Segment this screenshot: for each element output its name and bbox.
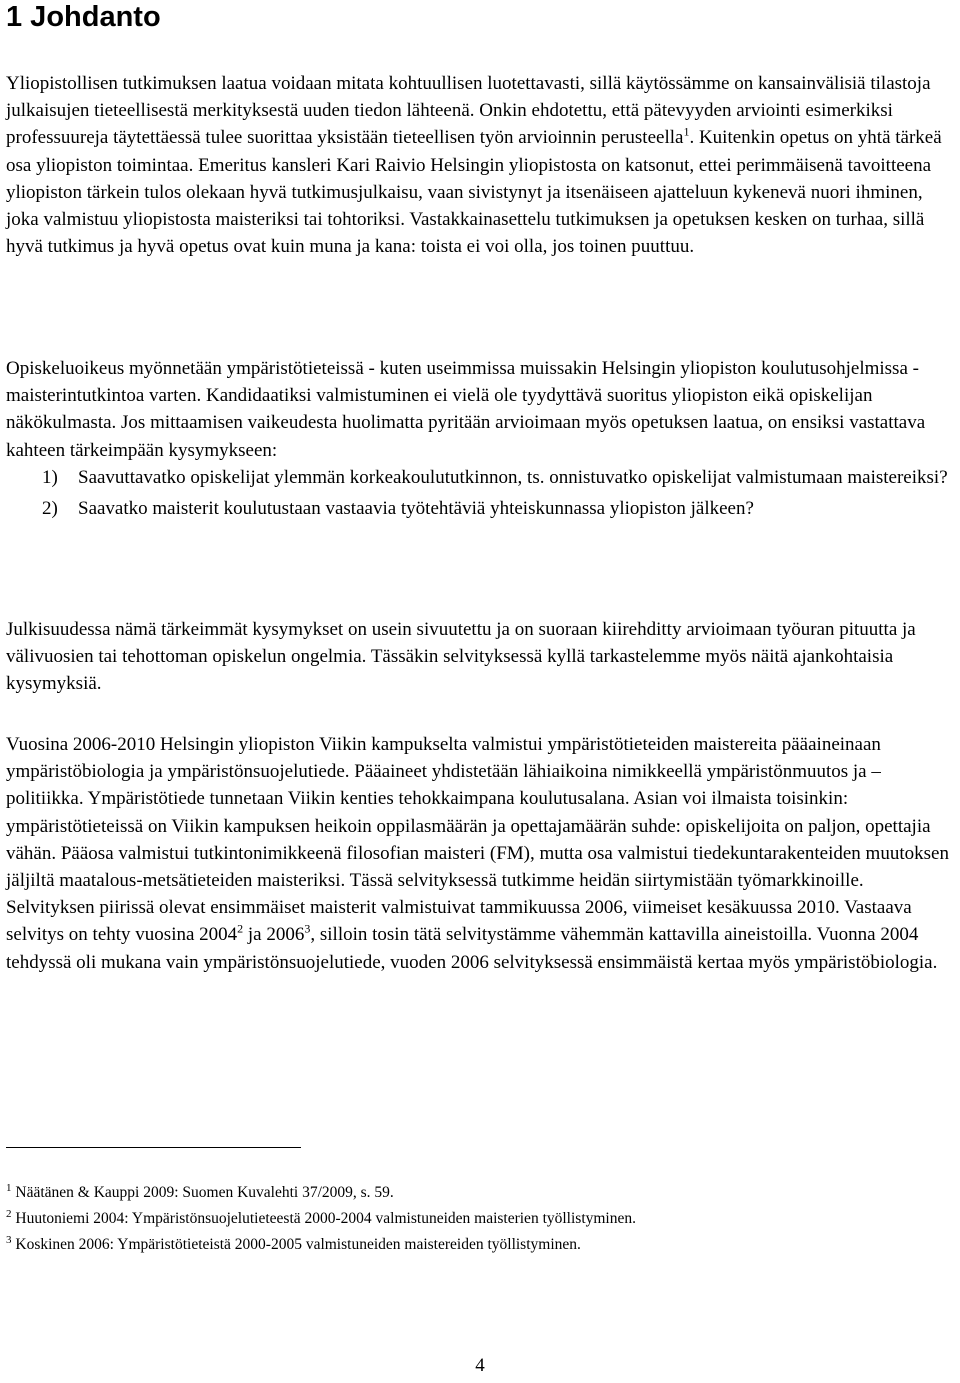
footnote (6, 1180, 956, 1206)
footnote (6, 1232, 956, 1258)
list-item (6, 464, 956, 491)
list-item (6, 495, 956, 522)
paragraph-graduates-text-a: Vuosina 2006-2010 Helsingin yliopiston Viikin kampukselta valmistui ympäristötieteiden maistereita pääaineinaan ympäristöbiologia ja ympäristönsuojelutiede. Pääaineet yhdistetään lähiaikoina nimikkeellä ympäristönmuutos ja –politiikka. Ympäristötiede tunnetaan Viikin kenties tehokkaimpana koulutusalana. Asian voi ilmaista toisinkin: ympäristötieteissä on Viikin kampuksen heikoin oppilasmäärän ja opettajamäärän suhde: opiskelijoita on paljon, opettajia vähän. Pääosa valmistui tutkintonimikkeenä filosofian maisteri (FM), mutta osa valmistui tiedekuntarakenteiden muutoksen jäljiltä maatalous-metsätieteiden maisteriksi. Tässä selvityksessä tutkimme heidän siirtymistään työmarkkinoille. Selvityksen piirissä olevat ensimmäiset maisterit valmistuivat tammikuussa 2006, viimeiset kesäkuussa 2010. Vastaava selvitys on tehty vuosina 2004 (6, 734, 949, 946)
footnote-ref-3[interactable]: 3 (304, 922, 311, 937)
list-item-text: Saavatko maisterit koulutustaan vastaavia työtehtäviä yhteiskunnassa yliopiston jälkeen? (78, 498, 754, 520)
footnote (6, 1206, 956, 1232)
list-item-number: 1) (42, 466, 58, 488)
paragraph-intro (6, 70, 956, 260)
page-number: 4 (475, 1355, 485, 1376)
footnote-ref-1[interactable]: 1 (683, 125, 690, 140)
list-item-text: Saavuttavatko opiskelijat ylemmän korkeakoulututkinnon, ts. onnistuvatko opiskelijat valmistumaan maistereiksi? (78, 466, 948, 488)
paragraph-intro-text-b: . Kuitenkin opetus on yhtä tärkeä osa yliopiston toimintaa. Emeritus kansleri Kari Raivio Helsingin yliopistosta on katsonut, ettei perimmäisenä tavoitteena yliopiston tärkein tulos olekaan hyvä tutkimusjulkaisu, vaan sivistynyt ja itsenäiseen ajatteluun kykenevä nuori ihminen, joka valmistuu yliopistosta maisteriksi tai tohtoriksi. Vastakkainasettelu tutkimuksen ja opetuksen kesken on turhaa, sillä hyvä tutkimus ja hyvä opetus ovat kuin muna ja kana: toista ei voi olla, jos toinen puuttuu. (6, 127, 942, 258)
chapter-heading: 1 Johdanto (6, 1, 161, 33)
footnotes (6, 1180, 956, 1258)
paragraph-graduates (6, 731, 956, 976)
footnote-text: Koskinen 2006: Ympäristötieteistä 2000-2005 valmistuneiden maistereiden työllistyminen. (11, 1236, 581, 1253)
list-item-number: 2) (42, 498, 58, 520)
paragraph-graduates-text-b: ja 2006 (243, 924, 305, 946)
paragraph-questions (6, 355, 956, 522)
paragraph-intro-text-a: Yliopistollisen tutkimuksen laatua voidaan mitata kohtuullisen luotettavasti, sillä käytössämme on kansainvälisiä tilastoja julkaisujen tieteellisestä merkityksestä uuden tiedon lähteenä. Onkin ehdotettu, että pätevyyden arviointi esimerkiksi professuureja täytettäessä tulee suorittaa yksistään tieteellisen työn arvioinnin perusteella (6, 73, 931, 149)
paragraph-graduates-text-c: , silloin tosin tätä selvitystämme vähemmän kattavilla aineistoilla. Vuonna 2004 tehdyssä oli mukana vain ympäristönsuojelutiede, vuoden 2006 selvityksessä ensimmäistä kertaa myös ympäristöbiologia. (6, 924, 938, 973)
footnote-text: Huutoniemi 2004: Ympäristönsuojelutieteestä 2000-2004 valmistuneiden maisterien työllistyminen. (11, 1210, 636, 1227)
footnote-text: Näätänen & Kauppi 2009: Suomen Kuvalehti 37/2009, s. 59. (11, 1184, 394, 1201)
footnote-separator (6, 1147, 301, 1148)
paragraph-publicity: Julkisuudessa nämä tärkeimmät kysymykset on usein sivuutettu ja on suoraan kiirehditty arvioimaan työuran pituutta ja välivuosien tai tehottoman opiskelun ongelmia. Tässäkin selvityksessä kyllä tarkastelemme myös näitä ajankohtaisia kysymyksiä. (6, 619, 916, 695)
paragraph-questions-text: Opiskeluoikeus myönnetään ympäristötieteissä - kuten useimmissa muissakin Helsingin yliopiston koulutusohjelmissa - maisterintutkintoa varten. Kandidaatiksi valmistuminen ei vielä ole tyydyttävä suoritus yliopiston eikä opiskelijan näkökulmasta. Jos mittaamisen vaikeudesta huolimatta pyritään arvioimaan myös opetuksen laatua, on ensiksi vastattava kahteen tärkeimpään kysymykseen: (6, 358, 926, 461)
footnote-number: 3 (6, 1233, 12, 1246)
footnote-ref-2[interactable]: 2 (237, 922, 244, 937)
question-list (6, 464, 956, 522)
footnote-number: 1 (6, 1181, 12, 1194)
footnote-number: 2 (6, 1207, 12, 1220)
